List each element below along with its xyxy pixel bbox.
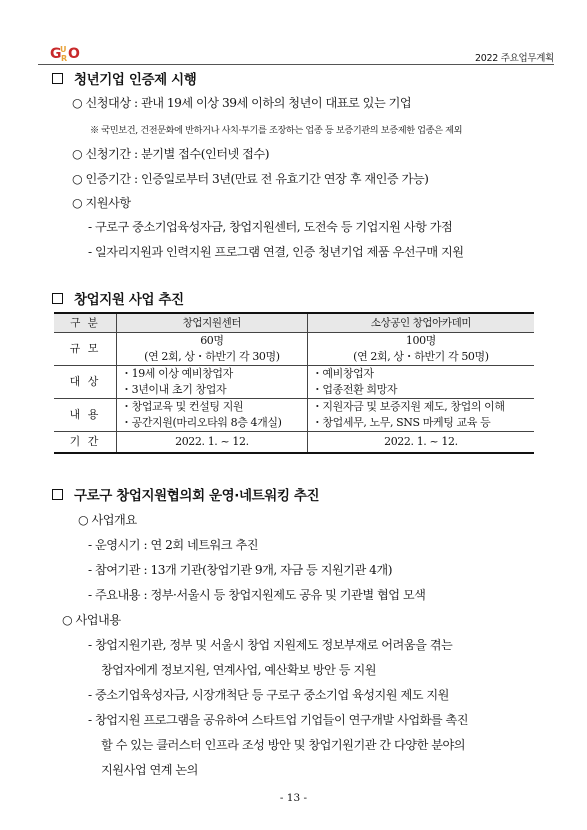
- svg-text:U: U: [60, 45, 67, 54]
- list-item: - 구로구 중소기업육성자금, 창업지원센터, 도전숙 등 기업지원 사항 가점: [88, 220, 453, 234]
- table-header-cell: 구 분: [54, 313, 117, 333]
- list-item-continued: 지원사업 연계 논의: [101, 763, 198, 777]
- list-item: ○ 사업개요: [78, 513, 137, 527]
- row-label: 규 모: [54, 333, 117, 366]
- table-row: [54, 333, 534, 366]
- cell-line: 100명: [405, 334, 436, 347]
- row-label: 대 상: [54, 366, 117, 399]
- table-cell: [117, 399, 308, 432]
- page-number: - 13 -: [279, 792, 308, 804]
- row-label: 기 간: [54, 432, 117, 454]
- footnote: ※ 국민보건, 건전문화에 반하거나 사치·투기를 조장하는 업종 등 보증기관의 보증제한 업종은 제외: [90, 125, 463, 136]
- cell-line: ・창업교육 및 컨설팅 지원: [121, 400, 244, 413]
- table-cell: [307, 333, 534, 366]
- cell-line: (연 2회, 상・하반기 각 50명): [353, 350, 489, 363]
- table-header-cell: 소상공인 창업아카데미: [307, 313, 534, 333]
- list-item: ○ 인증기간 : 인증일로부터 3년(만료 전 유효기간 연장 후 재인증 가능): [72, 172, 429, 186]
- list-item: - 창업지원 프로그램을 공유하여 스타트업 기업들이 연구개발 사업화를 촉진: [88, 713, 469, 727]
- table-row: [54, 432, 534, 454]
- svg-text:O: O: [68, 46, 80, 62]
- header-divider: [38, 64, 554, 65]
- section-heading: [52, 288, 184, 308]
- table-row: [54, 399, 534, 432]
- table-cell: [117, 333, 308, 366]
- list-item: - 운영시기 : 연 2회 네트워크 추진: [88, 538, 258, 552]
- guro-logo-icon: [50, 42, 90, 62]
- list-item-continued: 창업자에게 정보지원, 연계사업, 예산확보 방안 등 지원: [101, 663, 377, 677]
- section-title: 구로구 창업지원협의회 운영·네트워킹 추진: [74, 488, 320, 504]
- checkbox-square-icon: [52, 293, 63, 304]
- cell-line: (연 2회, 상・하반기 각 30명): [144, 350, 280, 363]
- section-title: 청년기업 인증제 시행: [74, 72, 197, 88]
- list-item: ○ 신청기간 : 분기별 접수(인터넷 접수): [72, 147, 269, 161]
- table-header-cell: 창업지원센터: [117, 313, 308, 333]
- cell-line: ・3년이내 초기 창업자: [121, 383, 227, 396]
- table-cell: [307, 399, 534, 432]
- section-heading: [52, 484, 319, 504]
- list-item: - 일자리지원과 인력지원 프로그램 연결, 인증 청년기업 제품 우선구매 지원: [88, 245, 464, 259]
- cell-line: 60명: [200, 334, 224, 347]
- section-title: 창업지원 사업 추진: [74, 292, 184, 308]
- cell-line: ・19세 이상 예비창업자: [121, 367, 233, 380]
- cell-line: ・창업세무, 노무, SNS 마케팅 교육 등: [311, 416, 491, 429]
- cell-line: ・공간지원(마리오타워 8층 4개실): [121, 416, 282, 429]
- list-item: - 창업지원기관, 정부 및 서울시 창업 지원제도 정보부재로 어려움을 겪는: [88, 638, 453, 652]
- table-cell: 2022. 1. ~ 12.: [117, 432, 308, 454]
- support-program-table: [54, 312, 534, 454]
- document-title: 2022 주요업무계획: [475, 53, 554, 64]
- cell-line: ・지원자금 및 보증지원 제도, 창업의 이해: [311, 400, 505, 413]
- list-item: - 중소기업육성자금, 시장개척단 등 구로구 중소기업 육성지원 제도 지원: [88, 688, 449, 702]
- table-cell: [307, 366, 534, 399]
- page-header: [38, 42, 554, 66]
- table-cell: [117, 366, 308, 399]
- row-label: 내 용: [54, 399, 117, 432]
- table-header-row: [54, 313, 534, 333]
- checkbox-square-icon: [52, 73, 63, 84]
- svg-text:R: R: [61, 54, 68, 62]
- list-item: ○ 신청대상 : 관내 19세 이상 39세 이하의 청년이 대표로 있는 기업: [72, 96, 412, 110]
- section-heading: [52, 68, 196, 88]
- svg-text:G: G: [50, 46, 62, 62]
- list-item: ○ 사업내용: [62, 613, 121, 627]
- table-row: [54, 366, 534, 399]
- cell-line: ・예비창업자: [311, 367, 374, 380]
- cell-line: ・업종전환 희망자: [311, 383, 398, 396]
- list-item: - 주요내용 : 정부·서울시 등 창업지원제도 공유 및 기관별 협업 모색: [88, 588, 426, 602]
- checkbox-square-icon: [52, 489, 63, 500]
- table-cell: 2022. 1. ~ 12.: [307, 432, 534, 454]
- list-item: ○ 지원사항: [72, 196, 131, 210]
- list-item: - 참여기관 : 13개 기관(창업기관 9개, 자금 등 지원기관 4개): [88, 563, 392, 577]
- list-item-continued: 할 수 있는 클러스터 인프라 조성 방안 및 창업기원기관 간 다양한 분야의: [101, 738, 466, 752]
